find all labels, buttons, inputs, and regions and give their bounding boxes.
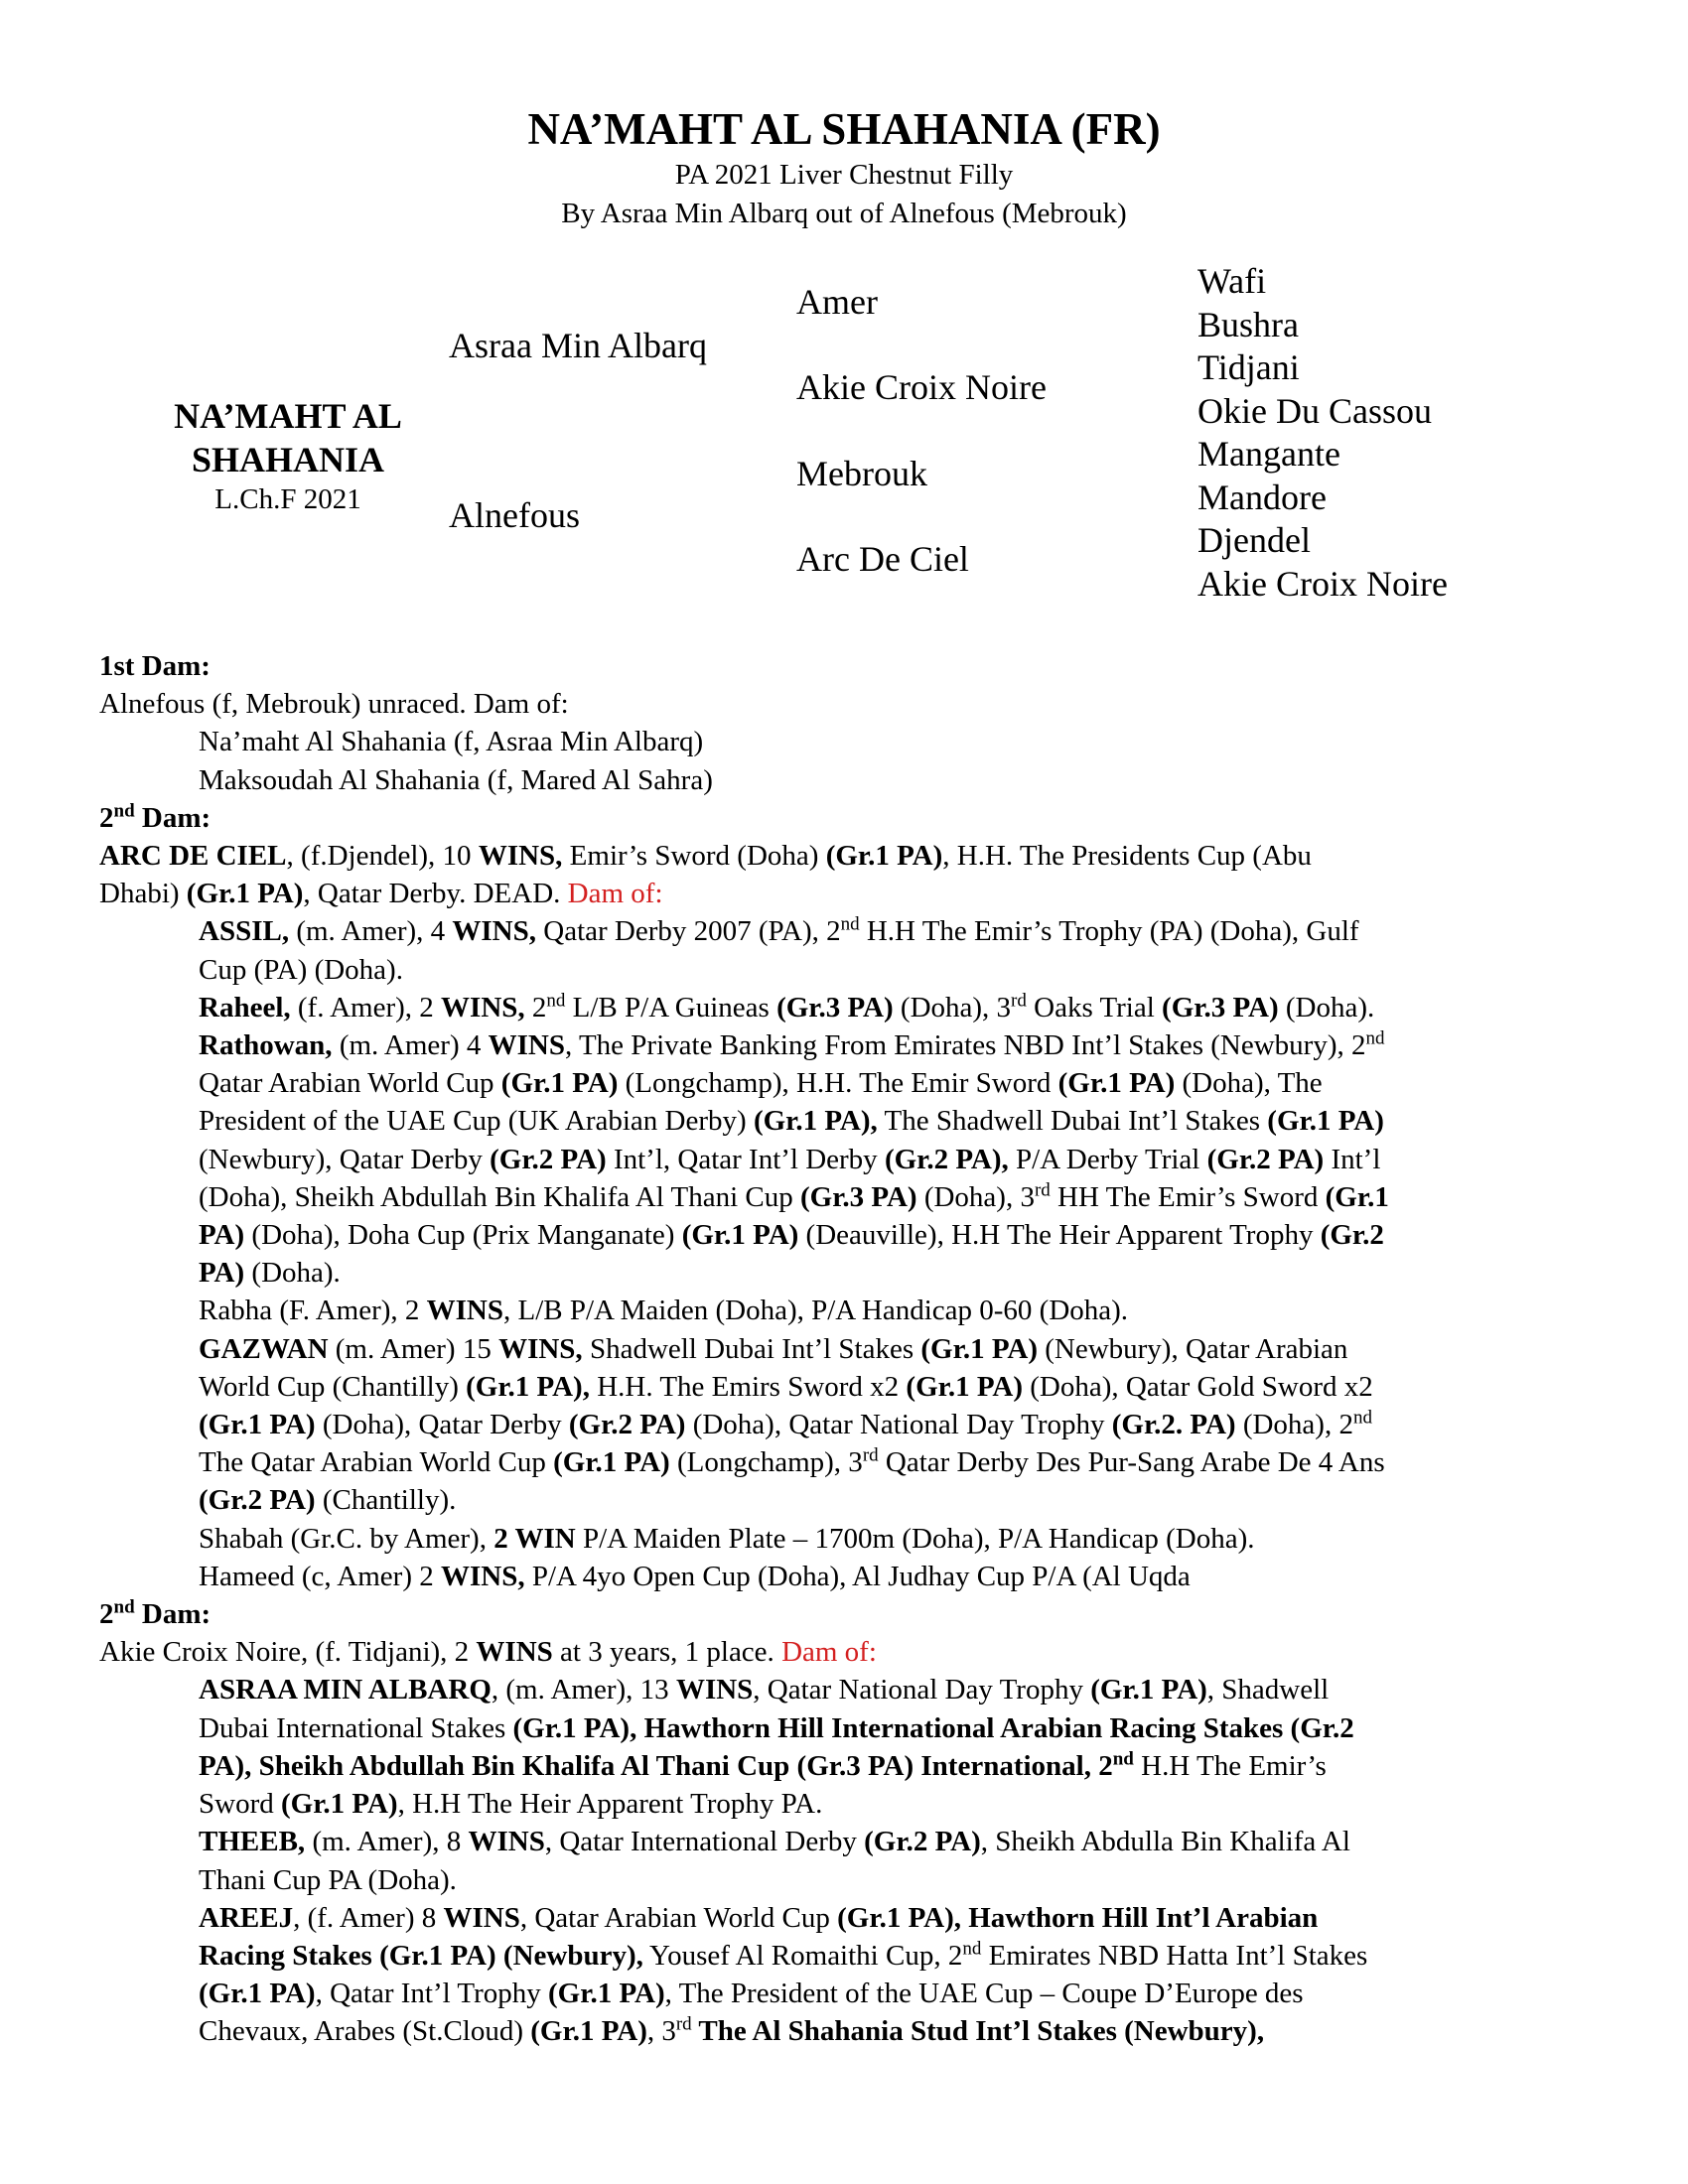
bold-text-run: Rathowan, [199, 1029, 333, 1062]
bold-text-run: WINS, [440, 1560, 525, 1592]
progeny-entry-cont [99, 1102, 1609, 1140]
text-run: Dam: [134, 801, 211, 834]
text-run: 2 [524, 991, 547, 1024]
dam-of-label: Dam of: [781, 1636, 877, 1669]
progeny-entry: Na’maht Al Shahania (f, Asraa Min Albarq) [199, 726, 704, 758]
text-run: Qatar Arabian World Cup [199, 1067, 501, 1100]
text-run: nd [1365, 1027, 1385, 1049]
progeny-entry [99, 1330, 1609, 1368]
text-run: Dubai International Stakes [199, 1711, 513, 1744]
text-run: , The President of the UAE Cup – Coupe D’Europe des [664, 1978, 1304, 2010]
text-run: (Doha), Doha Cup (Prix Manganate) [244, 1219, 682, 1252]
text-run: , H.H The Heir Apparent Trophy PA. [397, 1788, 823, 1821]
text-run: nd [840, 913, 860, 935]
bold-text-run: (Gr.3 PA) [799, 1180, 917, 1213]
bold-text-run: (Gr.2. PA) [1111, 1409, 1236, 1441]
progeny-entry-cont: Thani Cup PA (Doha). [199, 1863, 457, 1896]
bold-text-run: (Gr.1 PA), Hawthorn Hill Int’l Arabian [837, 1901, 1319, 1934]
text-run: (Doha), 3 [893, 991, 1012, 1024]
progeny-entry-cont: Cup (PA) (Doha). [199, 953, 403, 986]
bold-text-run: (Gr.1 PA) [825, 840, 943, 873]
text-run: The Qatar Arabian World Cup [199, 1446, 554, 1479]
text-run: , (f. Amer) 8 [293, 1901, 444, 1934]
bold-text-run: (Gr.2 PA) [199, 1484, 316, 1517]
text-run: (Doha), The [1175, 1067, 1323, 1100]
bold-text-run: WINS [443, 1901, 520, 1934]
text-run: (m. Amer), 8 [305, 1826, 469, 1858]
text-run: rd [1011, 990, 1027, 1012]
text-run: P/A Maiden Plate – 1700m (Doha), P/A Handicap (Doha). [575, 1522, 1255, 1555]
page-title: NA’MAHT AL SHAHANIA (FR) [527, 104, 1161, 154]
first-dam-heading: 1st Dam: [99, 650, 211, 682]
progeny-entry-cont [99, 1785, 1609, 1823]
progeny-entry [99, 1899, 1609, 1937]
text-run: The Shadwell Dubai Int’l Stakes [877, 1105, 1268, 1138]
text-run: H.H. The Emirs Sword x2 [589, 1370, 907, 1403]
text-run: Hameed (c, Amer) 2 [199, 1560, 441, 1592]
bold-text-run: (Gr.1 PA) [920, 1332, 1038, 1365]
text-run: nd [962, 1938, 982, 1960]
bold-text-run: PA) [199, 1257, 245, 1290]
bold-text-run: WINS [675, 1674, 754, 1706]
progeny-entry [99, 1823, 1609, 1860]
text-run: (Doha), Qatar National Day Trophy [685, 1409, 1112, 1441]
bold-text-run: GAZWAN [199, 1332, 329, 1365]
progeny-entry-cont [99, 1481, 1609, 1519]
horse-description: PA 2021 Liver Chestnut Filly [674, 159, 1014, 191]
progeny-entry-cont [99, 1975, 1609, 2012]
bold-text-run: (Gr.2 [1320, 1219, 1384, 1252]
progeny-entry-cont [99, 1064, 1609, 1102]
bold-text-run: (Gr.2 PA), [884, 1143, 1009, 1175]
bold-text-run: WINS [426, 1295, 503, 1327]
bold-text-run: AREEJ [199, 1901, 294, 1934]
text-run: rd [1034, 1179, 1051, 1201]
text-run: (Doha), 3 [916, 1180, 1035, 1213]
text-run: , Sheikh Abdulla Bin Khalifa Al [980, 1826, 1350, 1858]
text-run: (Doha), 2 [1235, 1409, 1353, 1441]
pedigree-great-grandparents [1197, 260, 1448, 606]
text-run: nd [113, 800, 135, 822]
text-run: , Qatar International Derby [544, 1826, 865, 1858]
pedigree-subject [129, 394, 447, 517]
subject-name-line-1: NA’MAHT AL [174, 396, 402, 436]
dam-name: ARC DE CIEL [99, 840, 287, 873]
bold-text-run: (Gr.2 PA) [864, 1826, 981, 1858]
bold-text-run: PA) [199, 1219, 245, 1252]
pedigree-great-grandparent: Djendel [1197, 520, 1311, 560]
text-run: H.H The Emir’s Trophy (PA) (Doha), Gulf [859, 915, 1359, 948]
bold-text-run: (Gr.1 PA) [681, 1219, 799, 1252]
bold-text-run: (Gr.2 PA) [490, 1143, 607, 1175]
text-run: , Qatar National Day Trophy [753, 1674, 1091, 1706]
bold-text-run: (Gr.1 PA), Hawthorn Hill International Arabian Racing Stakes (Gr.2 [512, 1711, 1354, 1744]
bold-text-run: (Gr.1 PA) [280, 1788, 398, 1821]
bold-text-run: ASRAA MIN ALBARQ [199, 1674, 492, 1706]
text-run: , The Private Banking From Emirates NBD Int’l Stakes (Newbury), 2 [564, 1029, 1366, 1062]
text-run: , Qatar Arabian World Cup [519, 1901, 838, 1934]
bold-text-run: (Gr.2 PA) [1206, 1143, 1325, 1175]
text-run: , (f. Tidjani), 2 [300, 1636, 477, 1669]
bold-text-run: WINS, [498, 1332, 583, 1365]
subject-name-line-2: SHAHANIA [191, 440, 385, 479]
text-run: Shadwell Dubai Int’l Stakes [582, 1332, 921, 1365]
progeny-entry-cont [99, 1216, 1609, 1254]
progeny-entry-cont [99, 1368, 1609, 1406]
bold-text-run: (Gr.1 PA) [1267, 1105, 1384, 1138]
text-run: 2 [99, 801, 114, 834]
text-run: , (f.Djendel), 10 [286, 840, 479, 873]
bold-text-run: ASSIL, [199, 915, 290, 948]
text-run: Chevaux, Arabes (St.Cloud) [199, 2015, 531, 2048]
pedigree-grandparent: Mebrouk [796, 454, 927, 493]
second-dam-heading [99, 799, 1609, 837]
pedigree-grandparent: Amer [796, 282, 878, 322]
bold-text-run: WINS [488, 1029, 565, 1062]
text-run: Int’l, Qatar Int’l Derby [606, 1143, 885, 1175]
text-run: rd [675, 2013, 692, 2035]
text-run: (Newbury), Qatar Arabian [1037, 1332, 1348, 1365]
bold-text-run: (Gr.1 PA) [199, 1409, 316, 1441]
pedigree-great-grandparent: Mandore [1197, 477, 1327, 517]
bold-text-run: (Gr.1 PA) [500, 1067, 619, 1100]
bold-text-run: Racing Stakes (Gr.1 PA) (Newbury), [199, 1939, 643, 1972]
text-run: , L/B P/A Maiden (Doha), P/A Handicap 0-60 (Doha). [503, 1295, 1129, 1327]
progeny-entry [99, 1292, 1609, 1329]
bold-text-run: Raheel, [199, 991, 291, 1024]
text-run: (Longchamp), 3 [669, 1446, 863, 1479]
bold-text-run: WINS [476, 1636, 553, 1669]
progeny-entry [99, 1558, 1609, 1595]
progeny-entry-cont [99, 1141, 1609, 1178]
text-run: World Cup (Chantilly) [199, 1370, 467, 1403]
pedigree-great-grandparent: Wafi [1197, 261, 1267, 301]
progeny-entry-cont [99, 1443, 1609, 1481]
text-run: rd [862, 1444, 879, 1466]
progeny-entry [99, 1671, 1609, 1708]
progeny-entry [99, 989, 1609, 1026]
bold-text-run: (Gr.1 PA) [530, 2015, 647, 2048]
text-run: nd [113, 1596, 135, 1618]
pedigree-great-grandparent: Mangante [1197, 434, 1340, 474]
text-run: Rabha (F. Amer), 2 [199, 1295, 427, 1327]
second-dam-text [99, 875, 1609, 912]
text-run: Emir’s Sword (Doha) [562, 840, 826, 873]
text-run: (Chantilly). [315, 1484, 457, 1517]
text-run: , H.H. The Presidents Cup (Abu [942, 840, 1312, 873]
subject-info: L.Ch.F 2021 [214, 483, 361, 515]
text-run: Qatar Derby 2007 (PA), 2 [536, 915, 841, 948]
text-run: , Qatar Derby. DEAD. [303, 878, 568, 910]
bold-text-run: (Gr.1 PA), [466, 1370, 590, 1403]
bold-text-run: 2 WIN [493, 1522, 576, 1555]
bold-text-run: THEEB, [199, 1826, 306, 1858]
bold-text-run: (Gr.1 PA) [906, 1370, 1024, 1403]
bold-text-run: The Al Shahania Stud Int’l Stakes (Newbury), [691, 2015, 1265, 2048]
text-run: Emirates NBD Hatta Int’l Stakes [981, 1939, 1368, 1972]
progeny-entry-cont [99, 2012, 1609, 2050]
text-run: L/B P/A Guineas [565, 991, 777, 1024]
text-run: Qatar Derby Des Pur-Sang Arabe De 4 Ans [878, 1446, 1385, 1479]
progeny-entry: Maksoudah Al Shahania (f, Mared Al Sahra) [199, 763, 713, 796]
text-run: (f. Amer), 2 [290, 991, 442, 1024]
second-dam-text [99, 1633, 1609, 1671]
text-run: HH The Emir’s Sword [1050, 1180, 1326, 1213]
bold-text-run: PA), Sheikh Abdullah Bin Khalifa Al Thani Cup (Gr.3 PA) International, 2 [199, 1749, 1113, 1782]
text-run: (Doha), Qatar Derby [315, 1409, 569, 1441]
text-run: P/A 4yo Open Cup (Doha), Al Judhay Cup P/A (Al Uqda [524, 1560, 1191, 1592]
pedigree-dam: Alnefous [449, 495, 580, 535]
bold-text-run: (Gr.1 PA) [553, 1446, 670, 1479]
produce-record [99, 647, 1609, 2051]
pedigree-great-grandparent: Bushra [1197, 304, 1299, 344]
pedigree-great-grandparent: Okie Du Cassou [1197, 390, 1432, 431]
text-run: Dam: [134, 1598, 211, 1631]
text-run: (Newbury), Qatar Derby [199, 1143, 491, 1175]
text-run: Int’l [1324, 1143, 1381, 1175]
progeny-entry-cont [99, 1254, 1609, 1292]
progeny-entry-cont [99, 1937, 1609, 1975]
text-run: (m. Amer), 4 [289, 915, 453, 948]
bold-text-run: nd [1112, 1748, 1134, 1770]
bold-text-run: WINS, [441, 991, 525, 1024]
pedigree-grandparent: Arc De Ciel [796, 539, 969, 579]
text-run: (m. Amer) 15 [328, 1332, 499, 1365]
bold-text-run: (Gr.1 [1325, 1180, 1389, 1213]
text-run: , 3 [646, 2015, 676, 2048]
progeny-entry [99, 1026, 1609, 1064]
text-run: (Deauville), H.H The Heir Apparent Trophy [798, 1219, 1321, 1252]
text-run: nd [546, 990, 566, 1012]
text-run: Dhabi) [99, 878, 187, 910]
text-run: at 3 years, 1 place. [552, 1636, 782, 1669]
pedigree-great-grandparent: Akie Croix Noire [1197, 563, 1448, 604]
text-run: H.H The Emir’s [1133, 1749, 1327, 1782]
progeny-entry-cont [99, 1747, 1609, 1785]
progeny-entry-cont [99, 1709, 1609, 1747]
text-run: (Longchamp), H.H. The Emir Sword [618, 1067, 1058, 1100]
bold-text-run: WINS, [478, 840, 563, 873]
dam-of-label: Dam of: [567, 878, 663, 910]
text-run: Sword [199, 1788, 281, 1821]
dam-name: Akie Croix Noire [99, 1636, 301, 1669]
second-dam-text [99, 837, 1609, 875]
bold-text-run: (Gr.1 PA) [548, 1978, 665, 2010]
text-run: 2 [99, 1598, 114, 1631]
bold-text-run: (Gr.3 PA) [776, 991, 894, 1024]
progeny-entry [99, 912, 1609, 950]
bold-text-run: WINS, [452, 915, 536, 948]
text-run: (Doha). [244, 1257, 341, 1290]
bold-text-run: (Gr.1 PA) [1057, 1067, 1176, 1100]
bold-text-run: (Gr.1 PA) [199, 1978, 316, 2010]
text-run: P/A Derby Trial [1008, 1143, 1207, 1175]
text-run: , (m. Amer), 13 [491, 1674, 676, 1706]
text-run: , Qatar Int’l Trophy [315, 1978, 549, 2010]
text-run: (Doha). [1278, 991, 1375, 1024]
text-run: (Doha), Qatar Gold Sword x2 [1023, 1370, 1373, 1403]
progeny-entry-cont [99, 1178, 1609, 1216]
horse-parentage: By Asraa Min Albarq out of Alnefous (Mebrouk) [561, 198, 1127, 229]
pedigree-grandparent: Akie Croix Noire [796, 367, 1047, 407]
text-run: (Doha), Sheikh Abdullah Bin Khalifa Al Thani Cup [199, 1180, 800, 1213]
text-run: Oaks Trial [1026, 991, 1163, 1024]
text-run: (m. Amer) 4 [332, 1029, 489, 1062]
pedigree-great-grandparent: Tidjani [1197, 347, 1300, 387]
text-run: Yousef Al Romaithi Cup, 2 [642, 1939, 963, 1972]
bold-text-run: (Gr.1 PA) [186, 878, 304, 910]
second-dam-heading [99, 1595, 1609, 1633]
progeny-entry-cont [99, 1406, 1609, 1443]
first-dam-text: Alnefous (f, Mebrouk) unraced. Dam of: [99, 688, 569, 721]
bold-text-run: (Gr.1 PA), [753, 1105, 878, 1138]
pedigree-sire: Asraa Min Albarq [449, 326, 707, 365]
text-run: , Shadwell [1206, 1674, 1330, 1706]
text-run: President of the UAE Cup (UK Arabian Derby) [199, 1105, 754, 1138]
bold-text-run: WINS [468, 1826, 545, 1858]
bold-text-run: (Gr.2 PA) [568, 1409, 686, 1441]
text-run: nd [1352, 1407, 1372, 1429]
bold-text-run: (Gr.1 PA) [1090, 1674, 1207, 1706]
progeny-entry [99, 1520, 1609, 1558]
bold-text-run: (Gr.3 PA) [1162, 991, 1279, 1024]
text-run: Shabah (Gr.C. by Amer), [199, 1522, 494, 1555]
